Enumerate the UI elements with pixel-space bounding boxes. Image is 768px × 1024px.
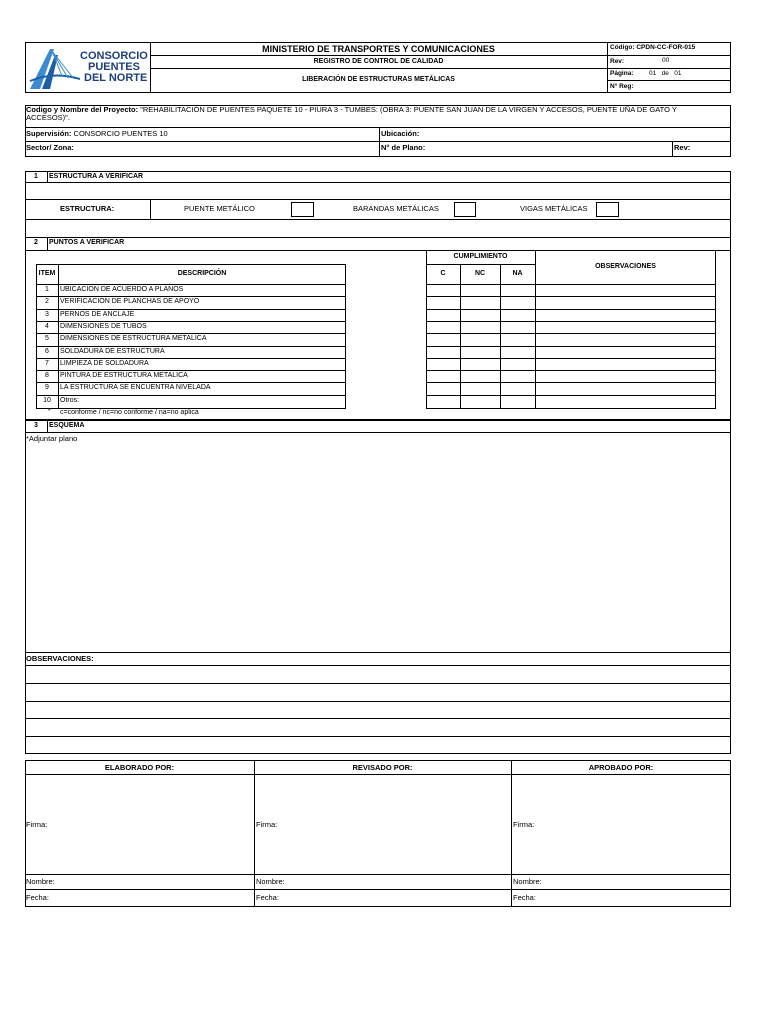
nreg-label: N° Reg: — [610, 83, 634, 90]
check-nc-cell[interactable] — [461, 347, 500, 358]
item-number: 1 — [45, 286, 49, 293]
check-c-cell[interactable] — [427, 359, 460, 370]
header-title-register: REGISTRO DE CONTROL DE CALIDAD — [313, 58, 444, 65]
project-name-value: "REHABILITACIÓN DE PUENTES PAQUETE 10 - PIURA 3 - TUMBES: (OBRA 3: PUENTE SAN JUAN DE LA VIRGEN Y ACCESOS, PUENTE UÑA DE GATO Y — [138, 105, 677, 114]
col-c-header: C — [440, 270, 446, 277]
observation-cell[interactable] — [536, 383, 715, 394]
item-description: LIMPIEZA DE SOLDADURA — [60, 359, 149, 367]
project-name-cont: ACCESOS)". — [26, 113, 70, 122]
item-number: 5 — [45, 335, 49, 343]
legend-note: c=conforme / nc=no conforme / na=no aplica — [60, 409, 199, 416]
page-value: 01 de 01 — [649, 70, 682, 77]
section3-number: 3 — [34, 422, 38, 429]
plano-label: N° de Plano: — [381, 143, 426, 152]
signature-rule — [25, 889, 731, 890]
col-item-header: ITEM — [38, 270, 56, 277]
note-star: * — [48, 408, 51, 415]
signature-table — [25, 760, 731, 907]
elaborado-header: ELABORADO POR: — [104, 763, 175, 772]
option-vigas-label: VIGAS METÁLICAS — [520, 204, 588, 213]
col-cumplimiento-header: CUMPLIMIENTO — [453, 253, 508, 260]
observation-cell[interactable] — [536, 334, 715, 345]
observation-cell[interactable] — [536, 310, 715, 321]
observation-cell[interactable] — [536, 297, 715, 308]
project-rule — [25, 127, 731, 128]
item-number: 10 — [43, 396, 51, 404]
section1-divider — [150, 199, 151, 219]
rev-label: Rev: — [610, 58, 625, 65]
aprobado-nombre-label: Nombre: — [513, 877, 542, 886]
aprobado-header: APROBADO POR: — [588, 763, 654, 772]
signature-col-divider — [254, 760, 255, 907]
section2-number: 2 — [34, 239, 38, 246]
item-number: 2 — [45, 298, 49, 306]
rev-value: 00 — [662, 57, 670, 64]
section1-rule — [25, 182, 731, 183]
option-barandas-label: BARANDAS METÁLICAS — [353, 204, 439, 213]
supervision-label: Supervisión: — [26, 129, 72, 138]
section3-rule — [25, 432, 731, 433]
item-description: DIMENSIONES DE TUBOS — [60, 322, 147, 330]
aprobado-firma-label: Firma: — [513, 820, 535, 829]
col-desc-header: DESCRIPCIÓN — [177, 270, 227, 277]
logo-text-line2: PUENTES — [88, 61, 140, 73]
option-barandas-checkbox[interactable] — [454, 202, 476, 217]
revisado-firma-label: Firma: — [256, 820, 278, 829]
check-na-cell[interactable] — [501, 322, 535, 333]
col-na-header: NA — [512, 270, 523, 277]
item-number: 8 — [45, 372, 49, 380]
item-description: DIMENSIONES DE ESTRUCTURA METALICA — [60, 335, 207, 343]
header-rule — [150, 55, 730, 56]
section1-number: 1 — [34, 173, 38, 180]
check-c-cell[interactable] — [427, 347, 460, 358]
item-description: SOLDADURA DE ESTRUCTURA — [60, 347, 165, 355]
check-c-cell[interactable] — [427, 383, 460, 394]
observation-cell[interactable] — [536, 322, 715, 333]
check-nc-cell[interactable] — [461, 396, 500, 407]
item-number: 7 — [45, 359, 49, 367]
check-na-cell[interactable] — [501, 334, 535, 345]
item-number: 6 — [45, 347, 49, 355]
sketch-hint: *Adjuntar plano — [26, 434, 78, 443]
project-name — [26, 106, 677, 114]
check-nc-cell[interactable] — [461, 285, 500, 296]
sketch-area[interactable] — [26, 445, 730, 652]
check-nc-cell[interactable] — [461, 334, 500, 345]
observation-cell[interactable] — [536, 347, 715, 358]
signature-rule — [25, 874, 731, 875]
col-obs-header: OBSERVACIONES — [595, 263, 656, 270]
check-nc-cell[interactable] — [461, 297, 500, 308]
project-divider — [672, 141, 673, 157]
section1-rule — [25, 199, 731, 200]
section3-num-divider — [47, 420, 48, 432]
check-na-cell[interactable] — [501, 383, 535, 394]
check-c-cell[interactable] — [427, 310, 460, 321]
check-na-cell[interactable] — [501, 297, 535, 308]
estructura-label: ESTRUCTURA: — [60, 204, 115, 213]
col-nc-header: NC — [474, 270, 486, 277]
bridge-logo-icon — [28, 45, 80, 91]
check-nc-cell[interactable] — [461, 322, 500, 333]
signature-col-divider — [511, 760, 512, 907]
aprobado-fecha-label: Fecha: — [513, 893, 536, 902]
check-c-cell[interactable] — [427, 334, 460, 345]
supervision-value: CONSORCIO PUENTES 10 — [71, 129, 168, 138]
ubicacion-label: Ubicación: — [381, 129, 420, 138]
logo-text-line1: CONSORCIO — [80, 50, 148, 62]
compliance-rule — [426, 264, 536, 265]
check-c-cell[interactable] — [427, 297, 460, 308]
check-c-cell[interactable] — [427, 371, 460, 382]
check-na-cell[interactable] — [501, 371, 535, 382]
check-nc-cell[interactable] — [461, 371, 500, 382]
elaborado-fecha-label: Fecha: — [26, 893, 49, 902]
items-col-divider — [58, 264, 59, 409]
revisado-nombre-label: Nombre: — [256, 877, 285, 886]
observation-cell[interactable] — [536, 371, 715, 382]
company-logo — [28, 45, 148, 91]
item-description: LA ESTRUCTURA SE ENCUENTRA NIVELADA — [60, 384, 211, 392]
section1-rule — [25, 219, 731, 220]
sector-label: Sector/ Zona: — [26, 143, 74, 152]
section2-num-divider — [47, 237, 48, 250]
logo-text-line3: DEL NORTE — [84, 72, 148, 84]
item-description: UBICACIÓN DE ACUERDO A PLANOS — [60, 286, 184, 293]
project-divider — [379, 127, 380, 157]
revisado-header: REVISADO POR: — [352, 763, 413, 772]
plano-rev-label: Rev: — [674, 143, 691, 152]
section1-title: ESTRUCTURA A VERIFICAR — [49, 173, 144, 180]
item-number: 3 — [45, 310, 49, 318]
item-description: Otros: — [60, 396, 80, 404]
check-nc-cell[interactable] — [461, 383, 500, 394]
check-nc-cell[interactable] — [461, 310, 500, 321]
item-row-rule — [36, 395, 346, 396]
item-description: PINTURA DE ESTRUCTURA METALICA — [60, 372, 188, 380]
check-na-cell[interactable] — [501, 285, 535, 296]
signature-rule — [25, 774, 731, 775]
obs-top-rule — [25, 652, 731, 653]
check-c-cell[interactable] — [427, 322, 460, 333]
check-c-cell[interactable] — [427, 396, 460, 407]
observation-cell[interactable] — [536, 359, 715, 370]
header-rule — [150, 68, 607, 69]
page-label: Página: — [610, 70, 634, 77]
item-number: 4 — [45, 322, 49, 330]
check-na-cell[interactable] — [501, 347, 535, 358]
observaciones-field[interactable] — [26, 666, 730, 753]
observation-cell[interactable] — [536, 285, 715, 296]
item-number: 9 — [45, 384, 49, 392]
form-code: Código: CPDN-CC-FOR-015 — [610, 44, 696, 51]
revisado-fecha-label: Fecha: — [256, 893, 279, 902]
check-na-cell[interactable] — [501, 310, 535, 321]
project-rule — [25, 141, 731, 142]
section3-title: ESQUEMA — [49, 422, 85, 429]
observaciones-label: OBSERVACIONES: — [26, 654, 94, 663]
section1-num-divider — [47, 171, 48, 182]
elaborado-nombre-label: Nombre: — [26, 877, 55, 886]
observation-cell[interactable] — [536, 396, 715, 407]
check-na-cell[interactable] — [501, 396, 535, 407]
header-title-form: LIBERACIÓN DE ESTRUCTURAS METÁLICAS — [302, 76, 455, 83]
check-nc-cell[interactable] — [461, 359, 500, 370]
option-puente-label: PUENTE METÁLICO — [184, 204, 255, 213]
header-title-ministry: MINISTERIO DE TRANSPORTES Y COMUNICACIONES — [262, 44, 495, 54]
check-na-cell[interactable] — [501, 359, 535, 370]
option-puente-checkbox[interactable] — [291, 202, 314, 217]
project-name-label: Codigo y Nombre del Proyecto: — [26, 105, 139, 114]
elaborado-firma-label: Firma: — [26, 820, 48, 829]
option-vigas-checkbox[interactable] — [596, 202, 619, 217]
item-description: VERIFICACIÓN DE PLANCHAS DE APOYO — [60, 298, 200, 306]
supervision-field — [26, 129, 168, 139]
item-description: PERNOS DE ANCLAJE — [60, 310, 135, 318]
section2-title: PUNTOS A VERIFICAR — [49, 239, 125, 246]
check-c-cell[interactable] — [427, 285, 460, 296]
header-rule — [607, 80, 730, 81]
